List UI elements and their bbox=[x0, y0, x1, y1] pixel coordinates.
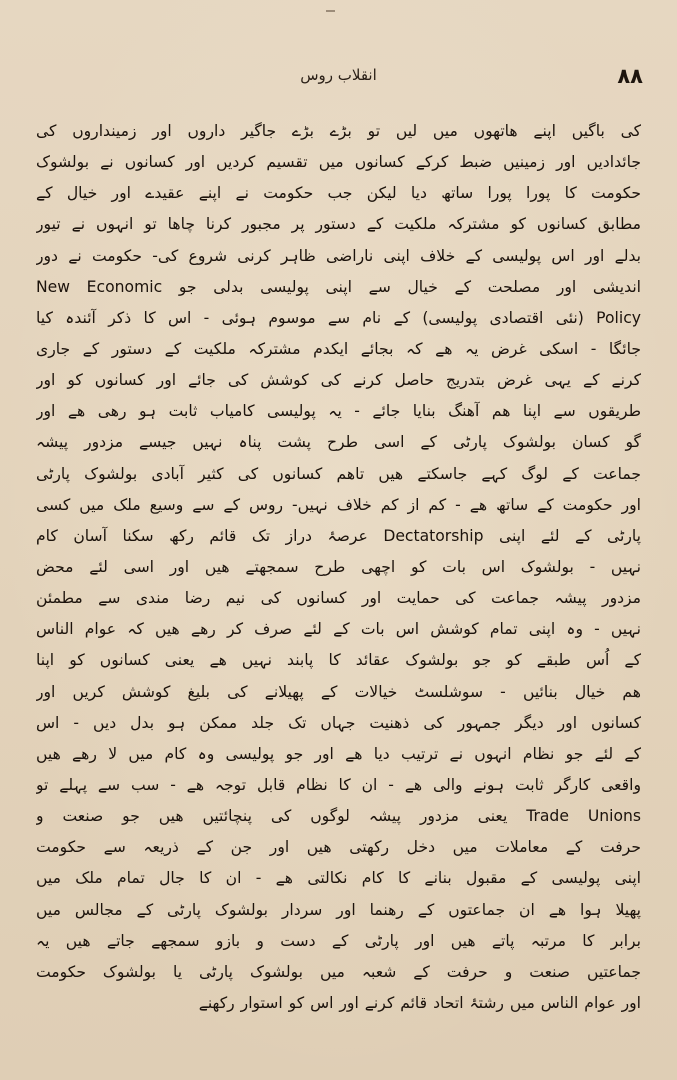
text-line: حکومت کا پورا پورا ساتھ دیا لیکن جب حکومت نے اپنے عقیدے اور خیال کے bbox=[36, 184, 641, 203]
text-line: اندیشی اور مصلحت کے خیال سے اپنی پولیسی بدلی جو New Economic bbox=[36, 277, 641, 296]
text-line: اور عوام الناس میں رشتۂ اتحاد قائم کرنے اور اس کو استوار رکھنے bbox=[198, 993, 641, 1012]
text-line: جائدادیں اور زمینیں ضبط کرکے کسانوں میں تقسیم کردیں اور کسانوں نے بولشوک bbox=[36, 153, 641, 172]
text-line: جماعت کے لوگ کہے جاسکتے ھیں تاھم کسانوں کی کثیر آبادی بولشوک پارٹی bbox=[36, 464, 641, 483]
text-line: برابر کا مرتبہ پاتے ھیں اور پارٹی کے دست و بازو سمجھے جاتے ھیں یہ bbox=[36, 931, 641, 950]
print-speck bbox=[326, 10, 335, 12]
text-line: جائگا - اسکی غرض یہ ھے کہ بجائے ایکدم مشترکہ ملکیت کے دستور کے جاری bbox=[36, 339, 641, 358]
text-line: کرنے کے یہی غرض بتدریج حاصل کرنے کی کوشش کی جائے اور کسانوں کو اور bbox=[36, 371, 641, 390]
text-line: بدلے اور اس پولیسی کے خلاف اپنی ناراضی ظاہر کرنی شروع کی- حکومت نے دور bbox=[36, 246, 641, 265]
text-line: پھیلا ہوا ھے ان جماعتوں کے رھنما اور سردار بولشوک پارٹی کے مجالس میں bbox=[36, 900, 641, 919]
text-line: اور حکومت کے ساتھ ھے - کم از کم خلاف نہیں- روس کے سے وسیع ملک میں کسی bbox=[36, 495, 641, 514]
text-line: کے اُس طبقے کو جو بولشوک عقائد کا پابند نہیں ھے یعنی کسانوں کو اپنا bbox=[36, 651, 641, 670]
text-line: کسانوں اور دیگر جمہور کی ذھنیت جہاں تک جلد ممکن ہو بدل دیں - اس bbox=[36, 713, 641, 732]
text-line: حرفت کے معاملات میں دخل رکھتی ھیں اور جن کے ذریعہ سے حکومت bbox=[36, 838, 641, 857]
text-line: Trade Unions یعنی مزدور پیشہ لوگوں کی پنچائتیں ھیں جو صنعت و bbox=[36, 807, 641, 826]
body-text bbox=[36, 116, 641, 1016]
text-line: کی باگیں اپنے ھاتھوں میں لیں تو بڑے بڑے جاگیر داروں اور زمینداروں کی bbox=[36, 122, 641, 140]
text-line: اپنی پولیسی کے مقبول بنانے کا کام نکالتی ھے - ان کا جال تمام ملک میں bbox=[36, 869, 641, 888]
text-line: واقعی کارگر ثابت ہونے والی ھے - ان کا نظام قابل توجہ ھے - سب سے پہلے تو bbox=[36, 775, 641, 794]
text-line: Policy (نئی اقتصادی پولیسی) کے نام سے موسوم ہوئی - اس کا ذکر آئندہ کیا bbox=[36, 308, 641, 327]
text-line: جماعتیں صنعت و حرفت کے شعبہ میں بولشوک پارٹی یا بولشوک حکومت bbox=[36, 962, 641, 981]
text-line: مطابق کسانوں کو مشترکہ ملکیت کے دستور پر مجبور کرنا چاھا تو انہوں نے تیور bbox=[36, 215, 641, 234]
text-line: کے لئے جو نظام انہوں نے ترتیب دیا ھے اور جو پولیسی وہ کام میں لا رھے ھیں bbox=[36, 744, 641, 763]
text-line: پارٹی کے لئے اپنی Dectatorship عرصۂ دراز تک قائم رکھ سکنا آسان کام bbox=[36, 526, 641, 545]
text-line: ھم خیال بنائیں - سوشلسٹ خیالات کے پھیلانے کی بلیغ کوشش کریں اور bbox=[36, 682, 641, 701]
text-line: طریقوں سے اپنا ھم آھنگ بنایا جائے - یہ پولیسی کامیاب ثابت ہو رھی ھے اور bbox=[36, 402, 641, 421]
running-head: انقلاب روس bbox=[300, 66, 377, 84]
text-line: نہیں - وہ اپنی تمام کوشش اس بات کے لئے صرف کر رھے ھیں کہ عوام الناس bbox=[36, 620, 641, 639]
text-line: مزدور پیشہ جماعت کی حمایت اور کسانوں کی نیم رضا مندی سے مطمئن bbox=[36, 589, 641, 608]
text-line: گو کسان بولشوک پارٹی کے اسی طرح پشت پناہ نہیں جیسے مزدور پیشہ bbox=[36, 433, 641, 452]
page-header bbox=[34, 64, 643, 90]
text-line: نہیں - بولشوک اس بات کو اچھی طرح سمجھتے ھیں اور اسی لئے محض bbox=[36, 557, 641, 576]
page-number: ۸۸ bbox=[617, 64, 643, 88]
